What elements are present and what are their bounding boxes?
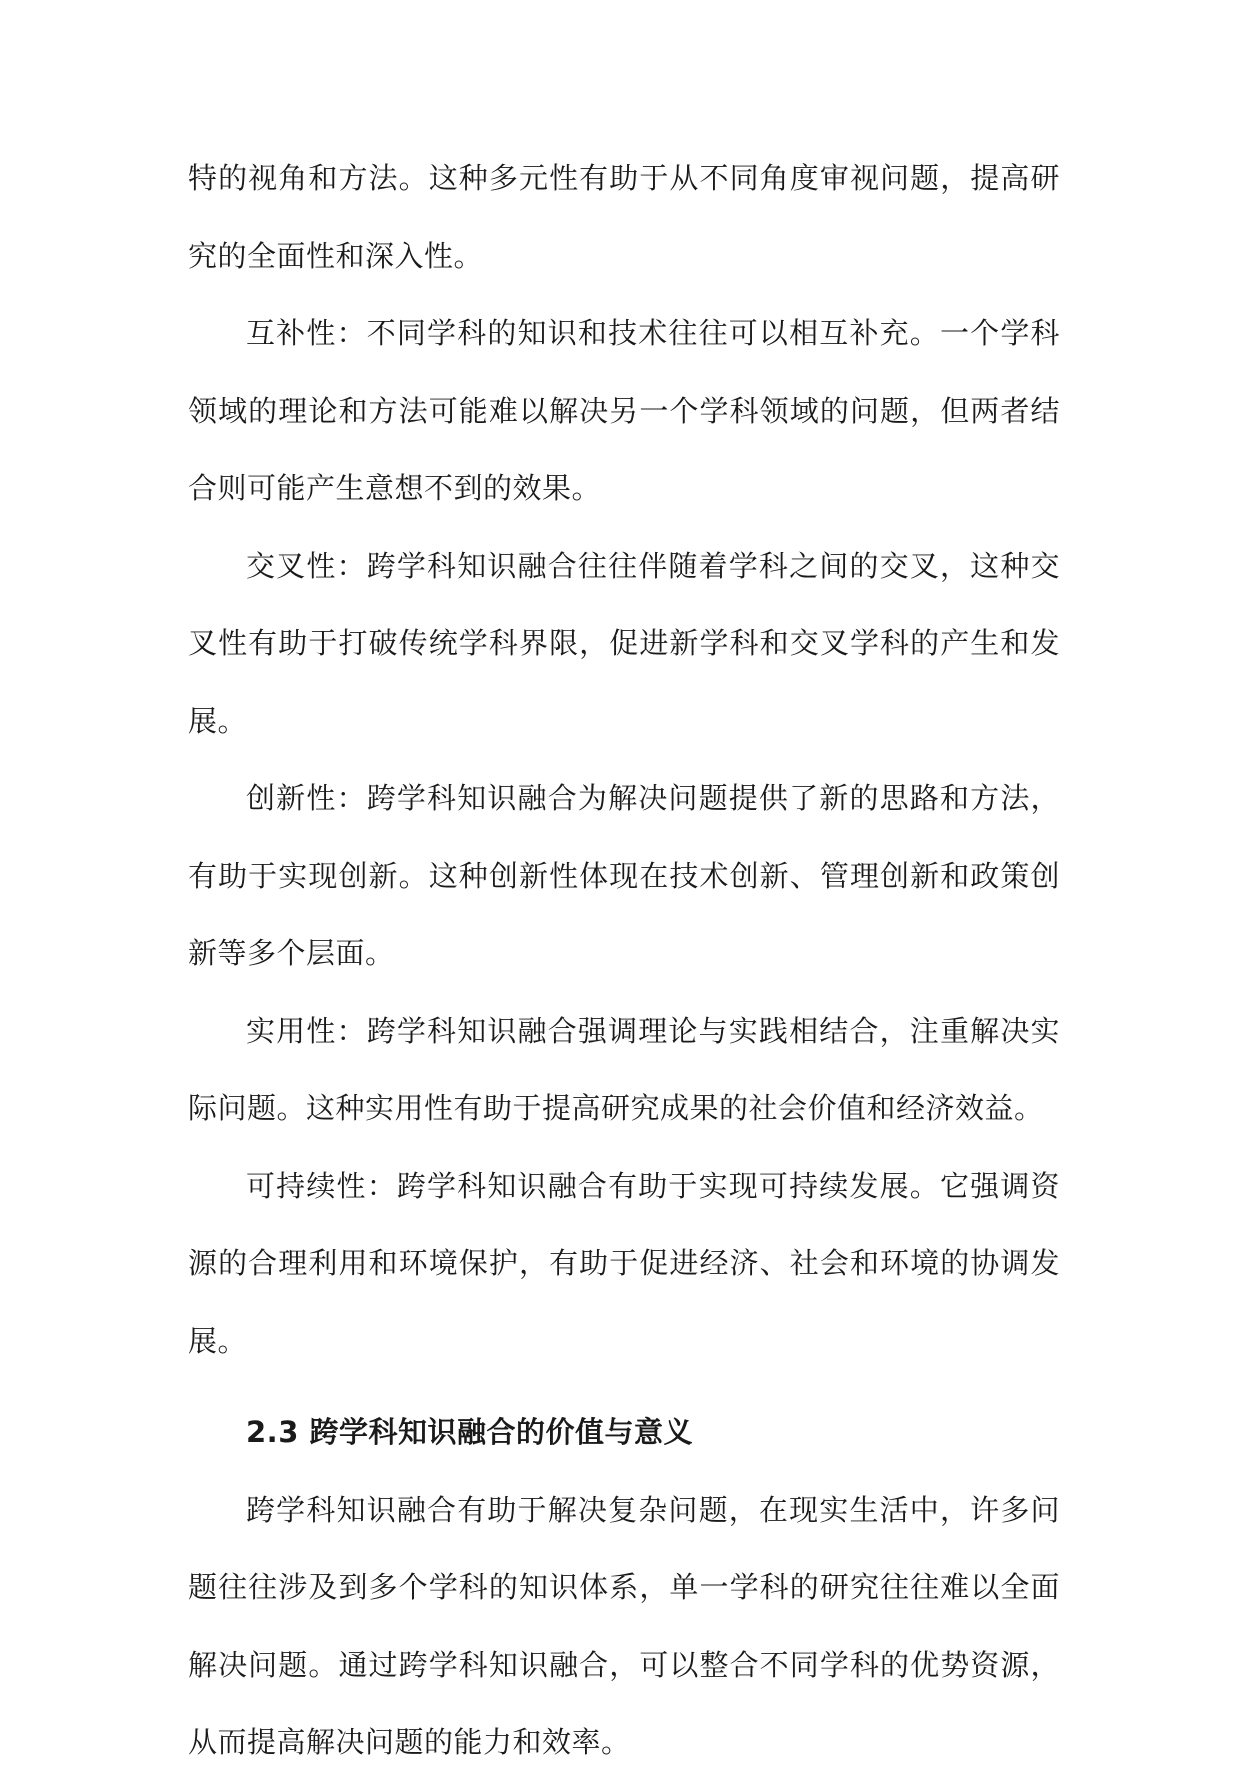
paragraph-sustainability: 可持续性：跨学科知识融合有助于实现可持续发展。它强调资源的合理利用和环境保护，有助于促进经济、社会和环境的协调发展。 — [188, 1168, 1060, 1358]
section-heading: 2.3 跨学科知识融合的价值与意义 — [246, 1415, 693, 1449]
document-body — [188, 140, 1060, 1782]
paragraph-practicality: 实用性：跨学科知识融合强调理论与实践相结合，注重解决实际问题。这种实用性有助于提高研究成果的社会价值和经济效益。 — [188, 1013, 1060, 1125]
paragraph-innovation: 创新性：跨学科知识融合为解决问题提供了新的思路和方法，有助于实现创新。这种创新性体现在技术创新、管理创新和政策创新等多个层面。 — [188, 781, 1060, 970]
paragraph-complementarity: 互补性：不同学科的知识和技术往往可以相互补充。一个学科领域的理论和方法可能难以解决另一个学科领域的问题，但两者结合则可能产生意想不到的效果。 — [188, 316, 1060, 505]
paragraph-section-body: 跨学科知识融合有助于解决复杂问题，在现实生活中，许多问题往往涉及到多个学科的知识体系，单一学科的研究往往难以全面解决问题。通过跨学科知识融合，可以整合不同学科的优势资源，从而提高解决问题的能力和效率。 — [188, 1492, 1060, 1759]
paragraph-continuation: 特的视角和方法。这种多元性有助于从不同角度审视问题，提高研究的全面性和深入性。 — [188, 161, 1060, 273]
paragraph-intersection: 交叉性：跨学科知识融合往往伴随着学科之间的交叉，这种交叉性有助于打破传统学科界限，促进新学科和交叉学科的产生和发展。 — [188, 548, 1060, 738]
